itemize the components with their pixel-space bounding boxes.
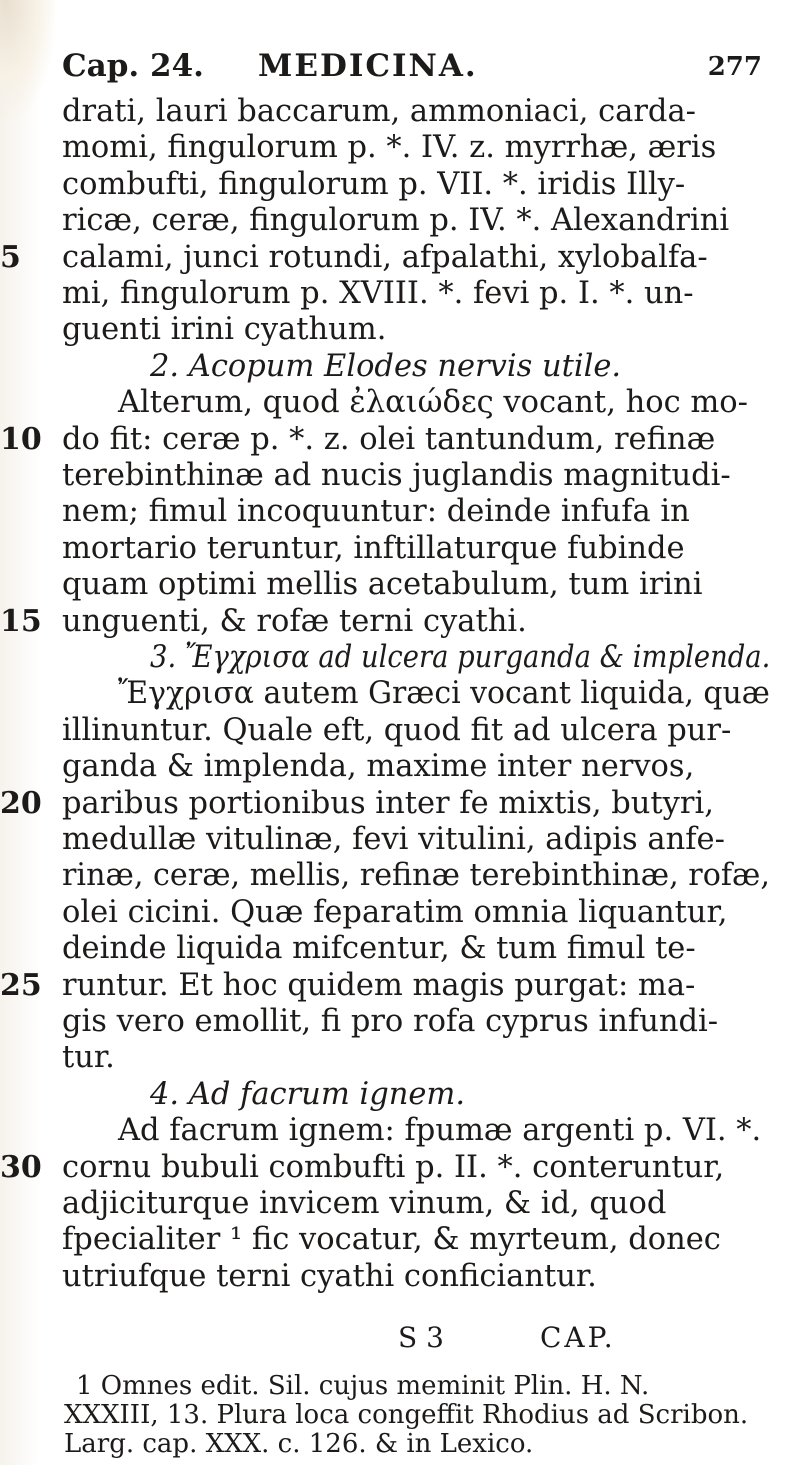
text-line [0,820,800,860]
line-text: olei cicini. Quæ feparatim omnia liquantur, [62,894,728,930]
footnote-line: Larg. cap. XXX. c. 126. & in Lexico. [64,1429,534,1459]
text-line [0,165,800,205]
line-text: unguenti, & rofæ terni cyathi. [62,603,527,639]
line-text: tur. [62,1040,115,1076]
line-text: Ad facrum ignem: fpumæ argenti p. VI. *. [118,1113,762,1149]
line-text: runtur. Et hoc quidem magis purgat: ma- [62,967,696,1003]
text-line [0,1220,800,1260]
line-text: Ἔγχρισα autem Græci vocant liquida, quæ [118,676,770,712]
text-line [0,1148,800,1188]
text-line [0,492,800,532]
text-line [0,856,800,896]
line-text: adjiciturque invicem vinum, & id, quod [62,1186,667,1221]
line-number: 25 [0,967,42,1003]
section-heading [0,1075,800,1115]
catchword: CAP. [540,1321,616,1354]
text-line [0,92,800,132]
text-line [0,966,800,1006]
text-line [0,602,800,642]
text-line [0,1002,800,1042]
line-text: cornu bubuli combufti p. II. *. conteruntur, [62,1149,725,1185]
line-text: deinde liquida mifcentur, & tum fimul te- [62,931,696,967]
line-text: medullæ vitulinæ, fevi vitulini, adipis anfe- [62,822,725,857]
text-line [0,310,800,350]
running-head [62,48,762,88]
line-number: 15 [0,603,42,639]
line-number: 10 [0,421,42,457]
line-text: Alterum, quod ἐλαιώδες vocant, hoc mo- [118,385,748,421]
line-text: do fit: ceræ p. *. z. olei tantundum, refinæ [62,421,716,457]
line-text: gis vero emollit, fi pro rofa cyprus infundi- [62,1004,719,1039]
text-line [0,893,800,933]
signature-mark: S 3 [398,1321,444,1354]
text-line [0,929,800,969]
line-text: calami, junci rotundi, afpalathi, xylobalfa- [62,239,708,275]
footnote-line: XXXIII, 13. Plura loca congeffit Rhodius ad Scribon. [64,1400,749,1430]
text-line [0,238,800,278]
line-text: 3. Ἔγχρισα ad ulcera purganda & implenda. [150,640,771,675]
line-text: 4. Ad facrum ignem. [150,1076,466,1112]
text-line [0,1111,800,1151]
line-text: mi, fingulorum p. XVIII. *. fevi p. I. *. un- [62,276,694,311]
text-line [0,420,800,460]
page-number: 277 [707,52,762,82]
section-heading [0,347,800,387]
text-line [0,456,800,496]
line-text: ricæ, ceræ, fingulorum p. IV. *. Alexandrini [62,203,730,239]
line-text: drati, lauri baccarum, ammoniaci, carda- [62,94,696,129]
text-line [0,711,800,751]
text-line [0,1038,800,1078]
footnote-line: 1 Omnes edit. Sil. cujus meminit Plin. H. N. [76,1371,650,1401]
line-text: fpecialiter ¹ fic vocatur, & myrteum, donec [62,1222,721,1258]
line-text: guenti irini cyathum. [62,312,387,348]
line-text: illinuntur. Quale eft, quod fit ad ulcera pur- [62,712,732,748]
text-line [0,747,800,787]
line-text: momi, fingulorum p. *. IV. z. myrrhæ, æris [62,130,717,166]
text-line [0,201,800,241]
text-line [0,128,800,168]
line-text: combufti, fingulorum p. VII. *. iridis Illy- [62,166,686,202]
line-number: 5 [0,239,21,275]
text-line [0,383,800,423]
line-text: ganda & implenda, maxime inter nervos, [62,749,695,785]
line-text: nem; fimul incoquuntur: deinde infufa in [62,494,690,530]
text-line [0,529,800,569]
line-number: 20 [0,785,42,821]
text-line [0,274,800,314]
line-text: paribus portionibus inter fe mixtis, butyri, [62,785,714,821]
section-heading [0,638,800,678]
signature-line [0,1318,800,1358]
text-line [0,1184,800,1224]
chapter-label: Cap. 24. [62,48,204,84]
text-line [0,1257,800,1297]
line-text: utriufque terni cyathi conficiantur. [62,1258,597,1294]
text-line [0,565,800,605]
line-number: 30 [0,1149,42,1185]
text-line [0,674,800,714]
line-text: rinæ, ceræ, mellis, refinæ terebinthinæ, rofæ, [62,858,771,894]
line-text: quam optimi mellis acetabulum, tum irini [62,567,703,603]
line-text: 2. Acopum Elodes nervis utile. [150,348,622,384]
line-text: mortario teruntur, inftillaturque fubinde [62,530,685,566]
text-line [0,784,800,824]
running-title: MEDICINA. [258,48,478,84]
line-text: terebinthinæ ad nucis juglandis magnitudi- [62,458,731,493]
